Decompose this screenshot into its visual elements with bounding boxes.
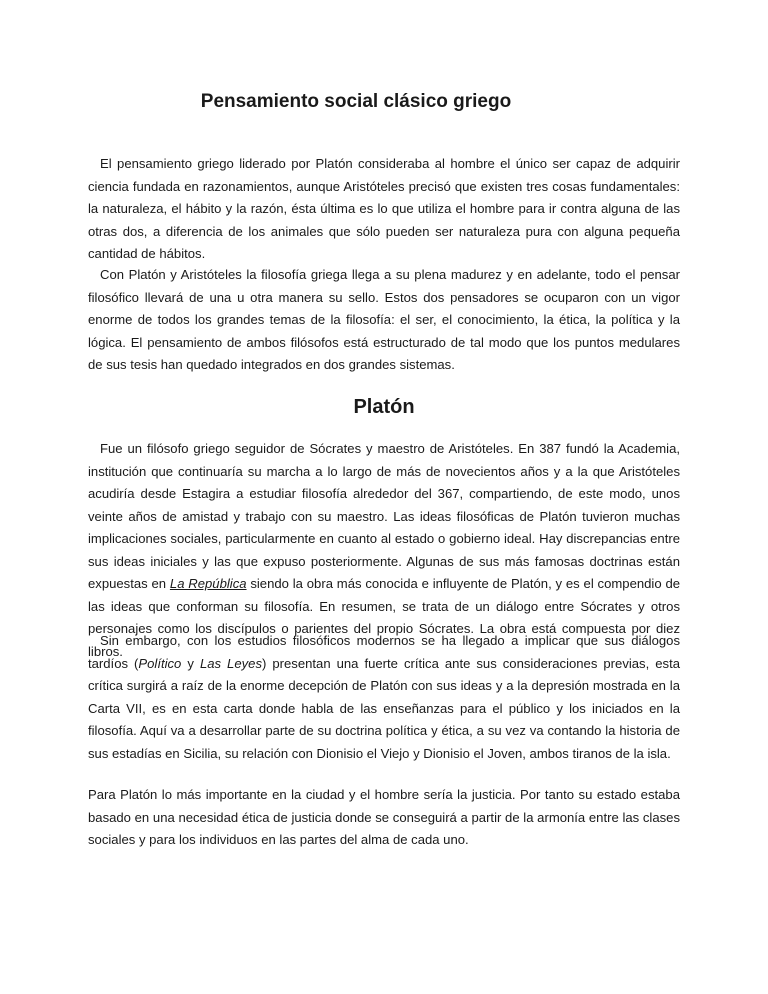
platon-p1-text-a: Fue un filósofo griego seguidor de Sócrates y maestro de Aristóteles. En 387 fundó la Academia, institución que continuaría su marcha a lo largo de más de novecientos años y a la que Aristóteles acudiría desde Estagira a estudiar filosofía alrededor del 367, compartiendo, de este modo, unos veinte años de amistad y trabajo con su maestro. Las ideas filosóficas de Platón tuvieron muchas implicaciones sociales, particularmente en cuanto al estado o gobierno ideal. Hay discrepancias entre sus ideas iniciales y las que expuso posteriormente. Algunas de sus más famosas doctrinas están expuestas en	[88, 441, 680, 591]
platon-p1-text-b: siendo la obra más conocida e influyente de Platón, y es el compendio de las ideas que conforman su filosofía. En resumen, se trata de un diálogo entre Sócrates y otros personajes como los discípulos o parientes del propio Sócrates. La obra está compuesta por diez libros.	[88, 576, 681, 659]
intro-paragraph-2: Con Platón y Aristóteles la filosofía griega llega a su plena madurez y en adelante, todo el pensar filosófico llevará de una u otra manera su sello. Estos dos pensadores se ocuparon con un vigor enorme de todos los grandes temas de la filosofía: el ser, el conocimiento, la ética, la política y la lógica. El pensamiento de ambos filósofos está estructurado de tal modo que los puntos medulares de sus tesis han quedado integrados en dos grandes sistemas.	[88, 267, 680, 372]
platon-paragraph-3: Para Platón lo más importante en la ciudad y el hombre sería la justicia. Por tanto su estado estaba basado en una necesidad ética de justicia donde se conseguirá a partir de la armonía entre las clases sociales y para los individuos en las partes del alma de cada uno.	[88, 787, 680, 847]
platon-paragraph-2	[88, 630, 680, 765]
platon-p2-text-a: Sin embargo, con los estudios filosóficos modernos se ha llegado a implicar que sus diálogos tardíos (	[88, 633, 680, 671]
las-leyes-title: Las Leyes	[199, 655, 262, 671]
section-title-platon: Platón	[353, 396, 415, 418]
politico-title: Político	[138, 655, 182, 671]
platon-p2-text-c: ) presentan una fuerte crítica ante sus consideraciones previas, esta crítica surgirá a raíz de la enorme decepción de Platón con sus ideas y a la depresión mostrada en la Carta VII, es en esta carta donde habla de las enseñanzas para el público y los iniciados en la filosofía. Aquí va a desarrollar parte de su doctrina política y ética, a su vez va contando la historia de sus estadías en Sicilia, su relación con Dionisio el Viejo y Dionisio el Joven, ambos tiranos de la isla.	[88, 655, 680, 761]
la-republica-link[interactable]: La República	[169, 576, 247, 591]
platon-p2-text-b: y	[181, 655, 200, 671]
page-title: Pensamiento social clásico griego	[200, 91, 512, 112]
intro-paragraph-1: El pensamiento griego liderado por Platón consideraba al hombre el único ser capaz de adquirir ciencia fundada en razonamientos, aunque Aristóteles precisó que existen tres cosas fundamentales: la naturaleza, el hábito y la razón, ésta última es lo que utiliza el hombre para ir contra alguna de las otras dos, a diferencia de los animales que sólo pueden ser naturaleza pura con alguna pequeña cantidad de hábitos.	[88, 156, 680, 261]
